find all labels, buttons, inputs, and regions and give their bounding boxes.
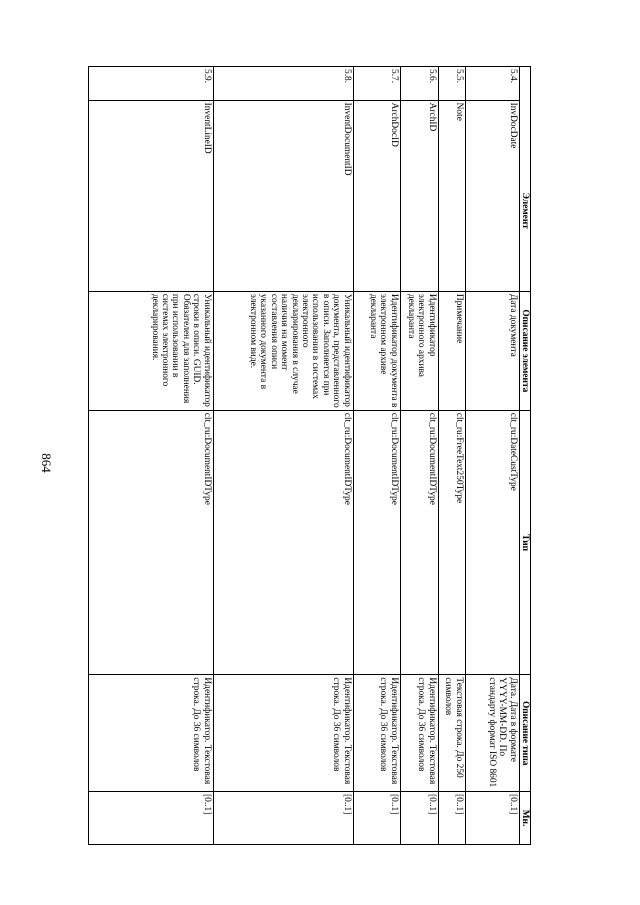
element-description: Примечание — [438, 291, 465, 410]
element-type: clt_ru:FreeText250Type — [438, 410, 465, 675]
multiplicity: [0..1] — [353, 792, 400, 845]
header-multiplicity: Мн. — [519, 792, 530, 845]
header-type: Тип — [519, 410, 530, 675]
table-row — [353, 67, 400, 845]
table-row — [465, 67, 519, 845]
element-name: InventLineID — [88, 100, 213, 291]
table-header-row — [519, 67, 530, 845]
rotated-sheet — [91, 66, 531, 845]
type-description: Идентификатор. Текстовая строка. До 36 символов — [353, 675, 400, 792]
multiplicity: [0..1] — [88, 792, 213, 845]
row-number: 5.4. — [465, 67, 519, 101]
table-row — [213, 67, 353, 845]
page-number: 864 — [38, 453, 54, 473]
element-name: InvDocDate — [465, 100, 519, 291]
header-element-description: Описание элемента — [519, 291, 530, 410]
element-description: Дата документа — [465, 291, 519, 410]
element-name: ArchID — [400, 100, 438, 291]
element-type: clt_ru:DocumentIDType — [88, 410, 213, 675]
row-number: 5.7. — [353, 67, 400, 101]
element-description: Идентификатор документа в электронном архиве декларанта — [353, 291, 400, 410]
element-type: clt_ru:DocumentIDType — [353, 410, 400, 675]
element-name: ArchDocID — [353, 100, 400, 291]
type-description: Текстовая строка. До 250 символов — [438, 675, 465, 792]
table-row — [88, 67, 213, 845]
multiplicity: [0..1] — [400, 792, 438, 845]
element-name: Note — [438, 100, 465, 291]
element-type: clt_ru:DateCustType — [465, 410, 519, 675]
elements-table — [88, 66, 531, 845]
element-description: Уникальный идентификатор документа, представленного в описи. Заполняется при использовании в системах электронного декларирования в случае наличия на момент составления описи указанного документа в электронном виде. — [213, 291, 353, 410]
row-number: 5.9. — [88, 67, 213, 101]
table-container — [91, 66, 531, 845]
type-description: Идентификатор. Текстовая строка. До 36 символов — [88, 675, 213, 792]
element-type: clt_ru:DocumentIDType — [213, 410, 353, 675]
type-description: Идентификатор. Текстовая строка. До 36 символов — [213, 675, 353, 792]
row-number: 5.5. — [438, 67, 465, 101]
multiplicity: [0..1] — [438, 792, 465, 845]
element-description: Уникальный идентификатор строки в описи. GUID. Обязателен для заполнения при использовании в системах электронного декларирования. — [88, 291, 213, 410]
row-number: 5.6. — [400, 67, 438, 101]
multiplicity: [0..1] — [465, 792, 519, 845]
type-description: Идентификатор. Текстовая строка. До 36 символов — [400, 675, 438, 792]
element-type: clt_ru:DocumentIDType — [400, 410, 438, 675]
type-description: Дата. Дата в формате YYYY-MM-DD. По стандарту формат ISO 8601 — [465, 675, 519, 792]
header-type-description: Описание типа — [519, 675, 530, 792]
header-element: Элемент — [519, 67, 530, 292]
table-row — [438, 67, 465, 845]
table-row — [400, 67, 438, 845]
row-number: 5.8. — [213, 67, 353, 101]
element-description: Идентификатор электронного архива декларанта — [400, 291, 438, 410]
element-name: InventDocumentID — [213, 100, 353, 291]
multiplicity: [0..1] — [213, 792, 353, 845]
